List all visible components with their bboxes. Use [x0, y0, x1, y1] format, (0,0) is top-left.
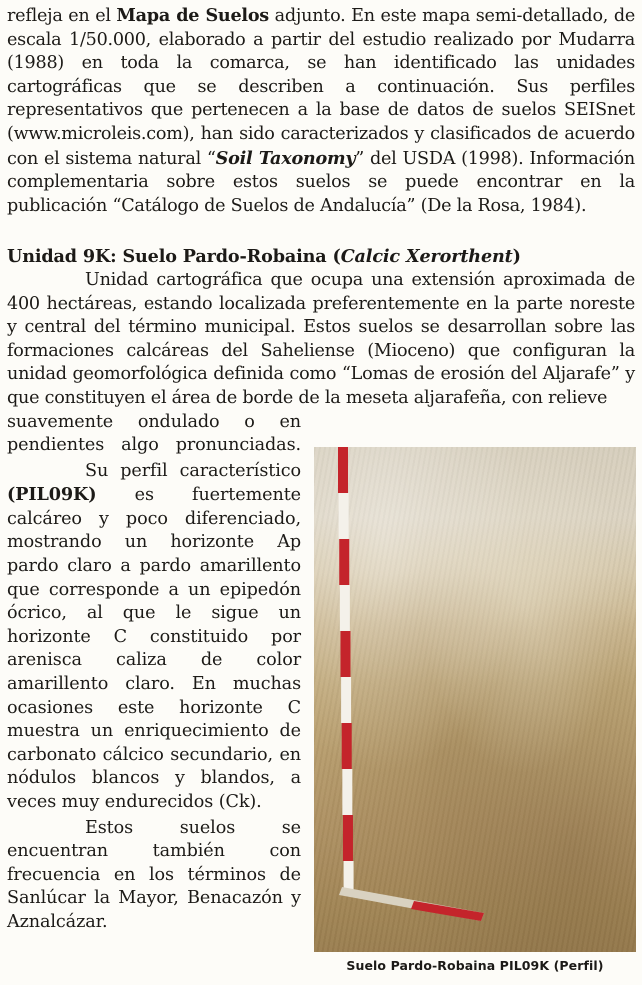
map-link-text: Mapa de Suelos	[116, 5, 269, 26]
unit-description-paragraph: Unidad cartográfica que ocupa una extensión aproximada de 400 hectáreas, estando localizada preferentemente en la parte noreste y central del término municipal. Estos suelos se desarrollan sobre las formaciones calcáreas del Saheliense (Mioceno) que configuran la unidad geomorfológica definida como “Lomas de erosión del Aljarafe” y que constituyen el área de borde de la meseta aljarafeña, con relieve	[7, 269, 635, 408]
distribution-paragraph: Estos suelos se encuentran también con frecuencia en los términos de Sanlúcar la Mayor, Benacazón y Aznalcázar.	[7, 817, 301, 932]
ruler-segment	[343, 815, 353, 861]
heading-italic: Calcic Xerorthent	[340, 246, 513, 268]
ruler-segment	[341, 677, 351, 723]
measuring-rod-graphic	[314, 447, 636, 952]
ruler-segment	[339, 493, 349, 539]
soil-profile-photo	[314, 447, 636, 952]
ruler-segment	[340, 585, 350, 631]
soil-taxonomy-text: Soil Taxonomy	[215, 147, 356, 169]
heading-close: )	[512, 246, 521, 268]
ruler-segment	[344, 861, 354, 892]
horizontal-ruler	[339, 887, 484, 921]
ruler-segment	[340, 631, 350, 677]
profile-code: (PIL09K)	[7, 484, 97, 506]
vertical-ruler	[338, 447, 354, 892]
ruler-segment	[342, 769, 352, 815]
ruler-segment	[338, 447, 348, 493]
ruler-segment	[342, 723, 352, 769]
intro-text-2: adjunto. En este mapa semi-detallado, de escala 1/50.000, elaborado a partir del estudio realizado por Mudarra (1988) en toda la comarca, se han identificado las unidades cartográficas que se describen a continuación. Sus perfiles representativos que pertenecen a la base de datos de suelos SEISnet (www.microleis.com), han sido caracterizados y clasificados de acuerdo con el sistema natural “	[7, 6, 635, 169]
heading-main: Unidad 9K: Suelo Pardo-Robaina (	[7, 246, 341, 268]
unit-description-continued: suavemente ondulado o en pendientes algo pronunciadas.	[7, 411, 301, 456]
section-heading	[7, 245, 635, 269]
ruler-segment	[339, 539, 349, 585]
photo-caption: Suelo Pardo-Robaina PIL09K (Perfil)	[346, 958, 604, 973]
wrapped-text-column	[7, 411, 301, 935]
profile-description-paragraph: Su perfil característico (PIL09K) es fuertemente calcáreo y poco diferenciado, mostrando un horizonte Ap pardo claro a pardo amarillento que corresponde a un epipedón ócrico, al que le sigue un horizonte C constituido por arenisca caliza de color amarillento claro. En muchas ocasiones este horizonte C muestra un enriquecimiento de carbonato cálcico secundario, en nódulos blancos y blandos, a veces muy endurecidos (Ck).	[7, 460, 301, 812]
intro-text-3: ” del USDA (1998). Información complementaria sobre estos suelos se puede encontrar en la publicación “Catálogo de Suelos de Andalucía” (De la Rosa, 1984).	[7, 148, 635, 216]
intro-text-1: refleja en el	[7, 6, 117, 26]
intro-paragraph	[7, 4, 635, 218]
